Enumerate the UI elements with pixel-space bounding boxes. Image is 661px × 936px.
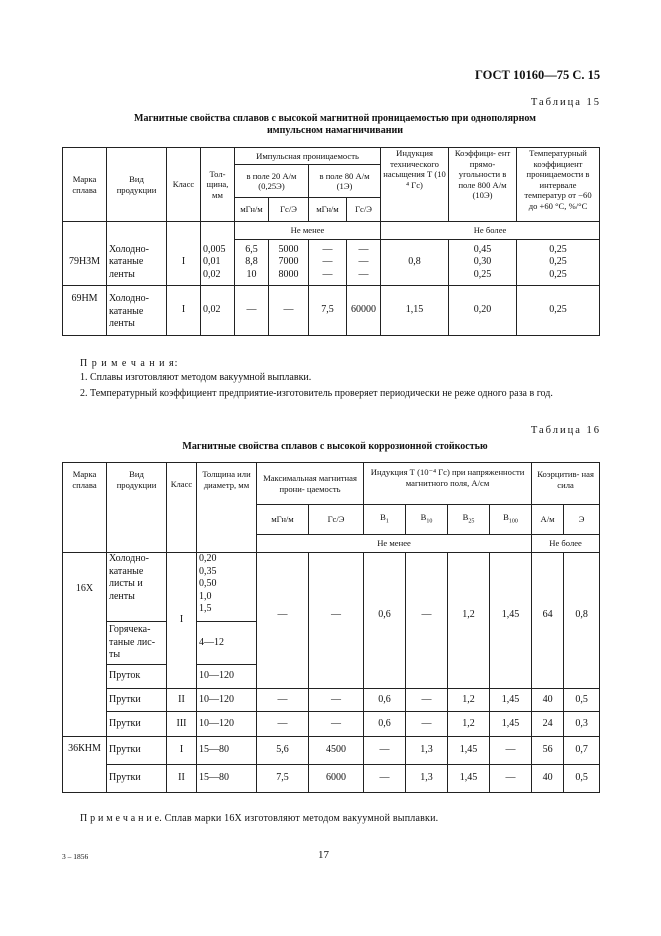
t15-head-pole80: в поле 80 А/м (1Э) bbox=[309, 165, 381, 198]
page-header: ГОСТ 10160—75 С. 15 bbox=[475, 68, 601, 82]
t15-cell-m20: 6,5 8,8 10 bbox=[235, 240, 269, 286]
t16-cell-b10: — bbox=[406, 689, 448, 712]
t15-cell-tol: 0,02 bbox=[201, 286, 235, 336]
table-15 bbox=[62, 147, 600, 336]
t16-cell-g: 4500 bbox=[309, 737, 364, 765]
t15-cell-koef: 0,20 bbox=[449, 286, 517, 336]
t16-head-marka: Марка сплава bbox=[63, 463, 107, 553]
t15-cell-vid: Холодно- катаные ленты bbox=[107, 240, 167, 286]
t15-head-nemenee: Не менее bbox=[235, 222, 381, 240]
page-number: 17 bbox=[318, 849, 329, 861]
t16-cell-b100: 1,45 bbox=[490, 689, 532, 712]
t16-cell-b1: 0,6 bbox=[364, 712, 406, 737]
t15-head-gse: Гс/Э bbox=[347, 198, 381, 222]
t16-cell-b10: 1,3 bbox=[406, 737, 448, 765]
t15-head-vid: Вид продукции bbox=[107, 148, 167, 222]
t16-cell-marka: 36КНМ bbox=[63, 737, 107, 793]
t16-cell-g: — bbox=[309, 712, 364, 737]
t16-cell-b100: 1,45 bbox=[490, 712, 532, 737]
t15-cell-klass: I bbox=[167, 240, 201, 286]
t15-cell-temp: 0,25 0,25 0,25 bbox=[517, 240, 600, 286]
t15-cell-m80: — — — bbox=[309, 240, 347, 286]
t16-cell-tol: 10—120 bbox=[197, 665, 257, 689]
t16-cell-am: 24 bbox=[532, 712, 564, 737]
t16-cell-am: 64 bbox=[532, 553, 564, 689]
t15-cell-marka: 69НМ bbox=[63, 286, 107, 336]
t15-head-marka: Марка сплава bbox=[63, 148, 107, 222]
t16-cell-b100: — bbox=[490, 737, 532, 765]
t16-cell-vid: Пруток bbox=[107, 665, 167, 689]
notes-2: П р и м е ч а н и е. Сплав марки 16Х изготовляют методом вакуумной выплавки. bbox=[80, 813, 439, 824]
t16-head-mgn: мГн/м bbox=[257, 505, 309, 535]
t15-cell-koef: 0,45 0,30 0,25 bbox=[449, 240, 517, 286]
t16-head-b10: $B_{10}$ bbox=[406, 505, 448, 535]
t15-head-mgn: мГн/м bbox=[235, 198, 269, 222]
t16-head-koerc: Коэрцитив- ная сила bbox=[532, 463, 600, 505]
t16-cell-g: 6000 bbox=[309, 765, 364, 793]
t15-head-tol: Тол- щина, мм bbox=[201, 148, 235, 222]
t16-cell-e: 0,5 bbox=[564, 765, 600, 793]
t16-cell-b10: — bbox=[406, 712, 448, 737]
table-16-title: Магнитные свойства сплавов с высокой коррозионной стойкостью bbox=[182, 441, 488, 452]
t16-cell-b1: 0,6 bbox=[364, 553, 406, 689]
t16-cell-klass: III bbox=[167, 712, 197, 737]
t15-head-temp: Температурный коэффициент проницаемости в интервале температур от −60 до +60 °С, %/°С bbox=[517, 148, 600, 222]
t16-cell-vid: Прутки bbox=[107, 689, 167, 712]
t16-cell-m: — bbox=[257, 712, 309, 737]
t15-head-koef: Коэффици- ент прямо- угольности в поле 800 А/м (10Э) bbox=[449, 148, 517, 222]
t15-head-nebolee: Не более bbox=[381, 222, 600, 240]
t16-cell-tol: 15—80 bbox=[197, 737, 257, 765]
t16-cell-b1: — bbox=[364, 737, 406, 765]
t16-cell-b25: 1,45 bbox=[448, 765, 490, 793]
table-15-number: Таблица 15 bbox=[530, 97, 601, 108]
t16-cell-b1: 0,6 bbox=[364, 689, 406, 712]
table-16-number: Таблица 16 bbox=[530, 425, 601, 436]
t16-head-vid: Вид продукции bbox=[107, 463, 167, 553]
t15-cell-temp: 0,25 bbox=[517, 286, 600, 336]
t16-head-gse: Гс/Э bbox=[309, 505, 364, 535]
notes-1-item: 1. Сплавы изготовляют методом вакуумной выплавки. bbox=[80, 372, 312, 383]
print-code: 3 – 1856 bbox=[62, 852, 89, 861]
t16-cell-m: — bbox=[257, 689, 309, 712]
t16-cell-g: — bbox=[309, 553, 364, 689]
t16-cell-b25: 1,45 bbox=[448, 737, 490, 765]
t16-cell-vid: Прутки bbox=[107, 737, 167, 765]
t16-cell-vid: Прутки bbox=[107, 765, 167, 793]
t15-cell-g80: 60000 bbox=[347, 286, 381, 336]
t16-cell-tol: 0,20 0,35 0,50 1,0 1,5 bbox=[197, 553, 257, 622]
t16-head-ind: Индукция Т (10⁻⁴ Гс) при напряженности магнитного поля, А/см bbox=[364, 463, 532, 505]
t15-head-imp: Импульсная проницаемость bbox=[235, 148, 381, 165]
t15-head-mgn: мГн/м bbox=[309, 198, 347, 222]
t16-cell-klass: I bbox=[167, 737, 197, 765]
t16-head-am: А/м bbox=[532, 505, 564, 535]
t15-cell-ind: 0,8 bbox=[381, 240, 449, 286]
t15-head-gse: Гс/Э bbox=[269, 198, 309, 222]
t16-cell-vid: Горячека- таные лис- ты bbox=[107, 622, 167, 665]
t15-head-ind: Индукция технического насыщения Т (10 ⁴ Гс) bbox=[381, 148, 449, 222]
t16-cell-tol: 10—120 bbox=[197, 712, 257, 737]
t15-cell-tol: 0,005 0,01 0,02 bbox=[201, 240, 235, 286]
t16-cell-b1: — bbox=[364, 765, 406, 793]
t15-cell-marka: 79НЗМ bbox=[63, 240, 107, 286]
t16-cell-m: — bbox=[257, 553, 309, 689]
t16-cell-e: 0,7 bbox=[564, 737, 600, 765]
t16-head-klass: Класс bbox=[167, 463, 197, 553]
t15-head-pole20: в поле 20 А/м (0,25Э) bbox=[235, 165, 309, 198]
t16-head-b25: $B_{25}$ bbox=[448, 505, 490, 535]
t16-cell-klass: II bbox=[167, 765, 197, 793]
t16-head-b100: $B_{100}$ bbox=[490, 505, 532, 535]
t16-head-tol: Толщина или диаметр, мм bbox=[197, 463, 257, 553]
t16-cell-am: 40 bbox=[532, 689, 564, 712]
t16-cell-b25: 1,2 bbox=[448, 712, 490, 737]
table-15-title: Магнитные свойства сплавов с высокой магнитной проницаемостью при однополярном импульсном намагничивании bbox=[134, 113, 536, 136]
t15-cell-g20: — bbox=[269, 286, 309, 336]
t16-head-max: Максимальная магнитная прони- цаемость bbox=[257, 463, 364, 505]
t16-head-e: Э bbox=[564, 505, 600, 535]
notes-1-item: 2. Температурный коэффициент предприятие-изготовитель проверяет периодически не реже одного раза в год. bbox=[80, 388, 553, 399]
t15-cell-klass: I bbox=[167, 286, 201, 336]
t16-head-nebolee: Не более bbox=[532, 535, 600, 553]
t15-cell-m20: — bbox=[235, 286, 269, 336]
t16-cell-e: 0,3 bbox=[564, 712, 600, 737]
t16-cell-e: 0,5 bbox=[564, 689, 600, 712]
t16-cell-e: 0,8 bbox=[564, 553, 600, 689]
table-16 bbox=[62, 462, 600, 793]
t15-cell-g20: 5000 7000 8000 bbox=[269, 240, 309, 286]
t16-cell-m: 5,6 bbox=[257, 737, 309, 765]
t16-cell-tol: 15—80 bbox=[197, 765, 257, 793]
t15-cell-vid: Холодно- катаные ленты bbox=[107, 286, 167, 336]
t16-cell-g: — bbox=[309, 689, 364, 712]
t16-cell-am: 56 bbox=[532, 737, 564, 765]
t16-cell-klass: I bbox=[167, 553, 197, 689]
t16-cell-b25: 1,2 bbox=[448, 689, 490, 712]
t15-cell-g80: — — — bbox=[347, 240, 381, 286]
t16-cell-b10: — bbox=[406, 553, 448, 689]
t16-head-nemenee: Не менее bbox=[257, 535, 532, 553]
t16-cell-am: 40 bbox=[532, 765, 564, 793]
t16-cell-klass: II bbox=[167, 689, 197, 712]
t16-cell-b10: 1,3 bbox=[406, 765, 448, 793]
t16-cell-m: 7,5 bbox=[257, 765, 309, 793]
t15-head-klass: Класс bbox=[167, 148, 201, 222]
t16-cell-tol: 10—120 bbox=[197, 689, 257, 712]
t16-cell-b25: 1,2 bbox=[448, 553, 490, 689]
t16-cell-b100: — bbox=[490, 765, 532, 793]
t15-cell-m80: 7,5 bbox=[309, 286, 347, 336]
t16-cell-b100: 1,45 bbox=[490, 553, 532, 689]
t15-cell-ind: 1,15 bbox=[381, 286, 449, 336]
t16-head-b1: $B_1$ bbox=[364, 505, 406, 535]
notes-1-title: П р и м е ч а н и я: bbox=[80, 358, 179, 369]
t16-cell-vid: Холодно- катаные листы и ленты bbox=[107, 553, 167, 622]
t16-cell-marka: 16Х bbox=[63, 553, 107, 737]
t16-cell-vid: Прутки bbox=[107, 712, 167, 737]
t16-cell-tol: 4—12 bbox=[197, 622, 257, 665]
